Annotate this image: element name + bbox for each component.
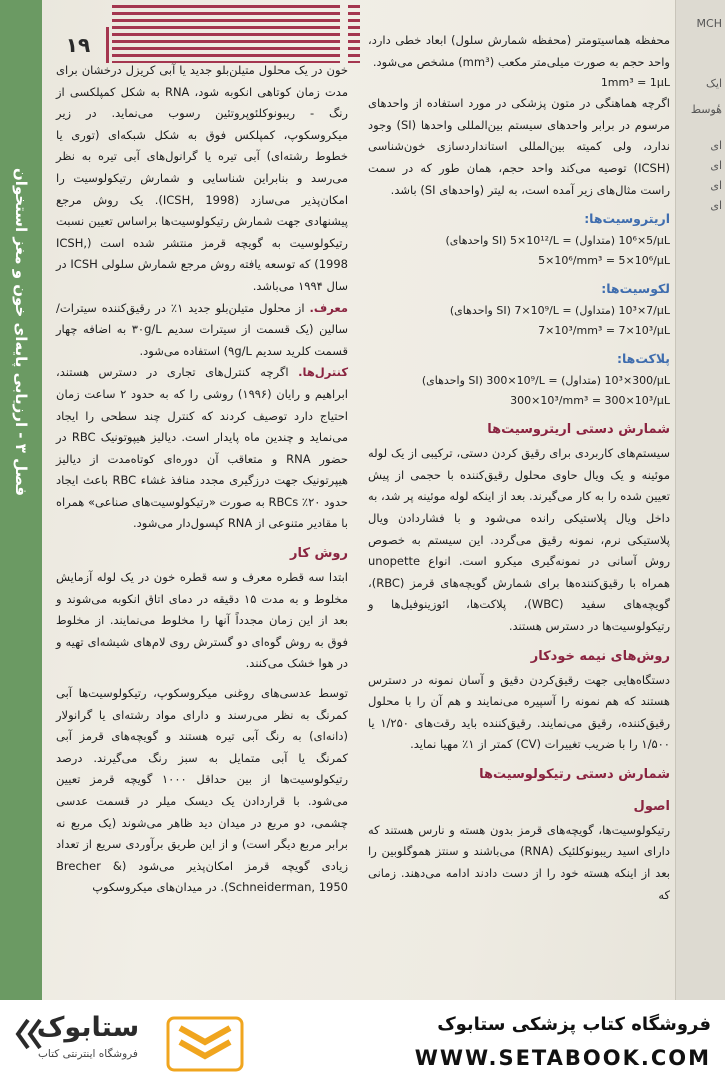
shop-url-link[interactable]: WWW.SETABOOK.COM [414, 1046, 711, 1070]
section-heading: شمارش دستی رتیکولوسیت‌ها [479, 766, 670, 782]
next-page-word: ای [710, 199, 722, 212]
chapter-title: فصل ۳ - ارزیابی پایه‌ای خون و مغز استخوان [12, 167, 30, 497]
next-page-edge [675, 0, 725, 1000]
paragraph [56, 362, 348, 535]
next-page-word: ای [710, 139, 722, 152]
paragraph: اگرچه هماهنگی در متون پزشکی در مورد استفاده از واحدهای مرسوم در برابر واحدهای سیستم بین‌المللی واحدها (SI) وجود ندارد، ولی کمیته بین‌المللی استانداردسازی خون‌شناسی (ICSH) توصیه می‌کند واحد حجم، همان طور که در سمت راست مثال‌های زیر آمده است، به لیتر (واحدهای SI) باشد. [368, 96, 670, 197]
section-heading: روش‌های نیمه خودکار [530, 648, 670, 664]
wbc-formula-mm3: 7×10³/mm³ = 7×10³/µL [538, 324, 670, 338]
logo-wordmark: ستابوک [36, 1012, 140, 1043]
paragraph: رتیکولوسیت‌ها، گویچه‌های قرمز بدون هسته و نارس هستند که دارای اسید ریبونوکلئیک (RNA) می‌باشند و سنتز هموگلوبین را بعد از اینکه هسته خود را از دست دادند ادامه می‌دهند. زمانی که [368, 822, 670, 902]
platelet-formula-mm3: 300×10³/mm³ = 300×10³/µL [510, 394, 670, 408]
next-page-word: ایک [706, 77, 722, 90]
rbc-formula-mm3: 5×10⁶/mm³ = 5×10⁶/µL [538, 254, 670, 268]
paragraph: دستگاه‌هایی جهت رقیق‌کردن دقیق و آسان نمونه در دسترس هستند که هم نمونه را آسپیره می‌نمایند و هم آن را با محلول رقیق‌کننده، رقیق می‌نمایند. رقیق‌کننده باید رقت‌های ۱/۲۵۰ یا ۱/۵۰۰ را با ضریب تغییرات (CV) کمتر از ۱٪ مهیا نماید. [368, 672, 670, 752]
controls-text: اگرچه کنترل‌های تجاری در دسترس هستند، ابراهیم و رایان (۱۹۹۶) روشی را که به حدود ۲ ساعت زمان احتیاج دارد توصیف کردند که کنترل چند سطحی را ایجاد می‌نماید و چندین ماه پایدار است. دیالیز هیپوتونیک RBC در حضور RNA و متعاقب آن دوره‌ای کوتاه‌مدت از دیالیز هیپرتونیک جهت درزگیری مجدد منافذ غشاء RBC باعث ایجاد حدود ۲۰٪ RBCs به صورت «رتیکولوسیت‌های صناعی» همراه با مقادیر متنوعی از RNA کپسول‌دار می‌شود. [56, 365, 349, 531]
section-heading: شمارش دستی اریتروسیت‌ها [487, 422, 670, 438]
reagent-text: از محلول متیلن‌بلو جدید ۱٪ در رقیق‌کننده سیترات/ سالین (یک قسمت از سیترات سدیم ۳۰g/L به اضافه چهار قسمت کلرید سدیم ۹g/L) استفاده می‌شود. [56, 300, 348, 358]
header-stripes-left [112, 5, 340, 63]
logo-arrows-icon [14, 1016, 44, 1052]
setabook-logo[interactable] [18, 1012, 298, 1072]
next-page-fragment [676, 14, 725, 216]
paragraph: ابتدا سه قطره معرف و سه قطره خون در یک لوله آزمایش مخلوط و به مدت ۱۵ دقیقه در دمای اتاق انکوبه می‌شوند و بعد از این زمان مجدداً آنها را مخلوط می‌نمایند. از مخلوط فوق به روش گوه‌ای دو گسترش روی لام‌های شیشه‌ای تهیه و در هوا خشک می‌کنند. [56, 570, 349, 671]
logo-tagline: فروشگاه اینترنتی کتاب [38, 1048, 138, 1060]
wbc-units-title: لکوسیت‌ها: [601, 281, 670, 297]
reagent-label: معرف. [309, 300, 348, 315]
left-column [56, 60, 348, 899]
header-stripes-right [348, 5, 360, 63]
chevron-badge-icon [166, 1016, 244, 1072]
page-number: ۱۹ [65, 33, 91, 57]
platelet-units-title: پلاکت‌ها: [616, 351, 670, 367]
next-page-word: MCH [696, 17, 722, 30]
paragraph [56, 298, 348, 363]
rbc-formula-si: (واحدهای SI) 5×10¹²/L = (متداول) 5×10⁶/µL [445, 234, 670, 248]
platelet-formula-si: (واحدهای SI) 300×10⁹/L = (متداول) 300×10³/µL [421, 374, 670, 388]
chapter-sidebar [0, 0, 42, 1000]
paragraph: محفظه هماسیتومتر (محفظه شمارش سلول) ابعاد خطی دارد، واحد حجم به صورت میلی‌متر مکعب (mm³) مشخص می‌شود. [368, 33, 670, 69]
next-page-word: ای [710, 159, 722, 172]
section-heading: روش کار [290, 546, 348, 562]
next-page-word: هٔوسط [690, 103, 722, 116]
unit-formula: 1mm³ = 1µL [600, 76, 670, 90]
wbc-formula-si: (واحدهای SI) 7×10⁹/L = (متداول) 7×10³/µL [449, 304, 670, 318]
paragraph: سیستم‌های کاربردی برای رقیق کردن دستی، ترکیبی از یک لوله موئینه و یک ویال حاوی محلول رقیق‌کننده با حجمی از پیش تعیین شده را به کار می‌گیرند. بعد از اینکه لوله موئینه پر شد، به داخل ویال پلاستیکی رانده می‌شود و با فشاردادن ویال پلاستیکی نرم، نمونه رقیق می‌گردد. این سیستم به خصوص روش آسانی در نمونه‌گیری میکرو است. انواع unopette همراه با رقیق‌کننده‌ها برای شمارش گویچه‌های قرمز (RBC)، گویچه‌های سفید (WBC)، پلاکت‌ها، ائوزینوفیل‌ها و رتیکولوسیت‌ها در دسترس هستند. [368, 446, 670, 633]
footer-banner [0, 1000, 725, 1080]
next-page-word: ای [710, 179, 722, 192]
rbc-units-title: اریتروسیت‌ها: [584, 211, 670, 227]
shop-name: فروشگاه کتاب پزشکی ستابوک [437, 1014, 711, 1035]
subsection-heading: اصول [633, 798, 670, 814]
controls-label: کنترل‌ها. [298, 365, 349, 380]
paragraph: توسط عدسی‌های روغنی میکروسکوپ، رتیکولوسیت‌ها آبی کمرنگ به نظر می‌رسند و دارای مواد رشته‌ای یا گرانولار (دانه‌ای) به رنگ آبی تیره هستند و گویچه‌های قرمز آبی کمرنگ یا آبی متمایل به سبز رنگ می‌گیرند. درصد رتیکولوسیت‌ها از بین حداقل ۱۰۰۰ گویچه قرمز تعیین می‌شود. با قراردادن یک دیسک میلر در قسمت عدسی چشمی، دو مربع در میدان دید ظاهر می‌شوند (یک مربع نه برابر مربع دیگر است) و از این طریق برآوردی سریع از تعداد زیادی گویچه قرمز امکان‌پذیر می‌شود (Brecher & Schneiderman, 1950). در میدان‌های میکروسکوپ [56, 686, 348, 895]
right-column [368, 30, 670, 906]
paragraph: خون در یک محلول متیلن‌بلو جدید یا آبی کریزل درخشان برای مدت زمان کوتاهی انکوبه شود، RNA به شکل کمپلکسی از رنگ - ریبونوکلئوپروتئین رسوب می‌نماید. در زیر میکروسکوپ، کمپلکس فوق به شکل شبکه‌ای (توری یا خطوط رشته‌ای) آبی تیره یا گرانول‌های آبی تیره به نظر می‌رسد و بنابراین شناسایی و شمارش رتیکولوسیت را امکان‌پذیر می‌سازد (ICSH, 1998). یک روش مرجع پیشنهادی جهت شمارش رتیکولوسیت‌ها براساس تعیین نسبت رتیکولوسیت به گویچه قرمز منتشر شده است (ICSH, 1998) که توسعه یافته روش مرجع شمارش سلولی ICSH در سال ۱۹۹۴ می‌باشد. [56, 63, 349, 293]
